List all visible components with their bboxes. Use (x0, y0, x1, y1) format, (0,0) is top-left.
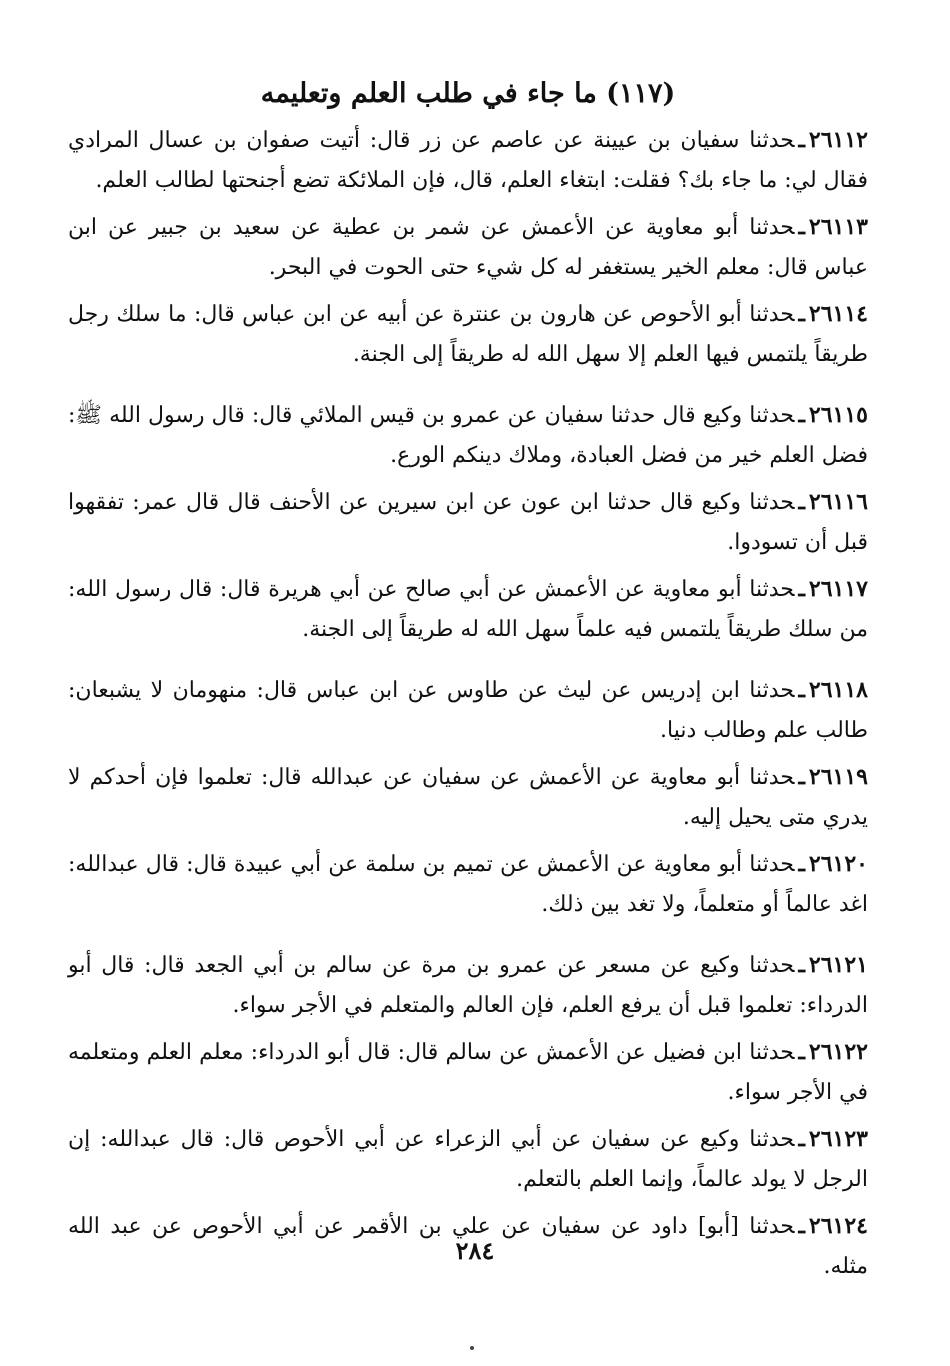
hadith-text: حدثنا وكيع قال حدثنا سفيان عن عمرو بن قيس الملائي قال: قال رسول الله ﷺ: فضل العلم خير من فضل العبادة، وملاك دينكم الورع. (68, 403, 868, 468)
hadith-number: ٢٦١١٤ (808, 301, 868, 327)
hadith-number: ٢٦١١٣ (808, 214, 868, 240)
page-mark (470, 1346, 474, 1350)
hadith-entry: ٢٦١١٨ـحدثنا ابن إدريس عن ليث عن طاوس عن ابن عباس قال: منهومان لا يشبعان: طالب علم وطالب دنيا. (68, 677, 868, 743)
hadith-number: ٢٦١٢٠ (808, 851, 868, 877)
hadith-text: حدثنا سفيان بن عيينة عن عاصم عن زر قال: أتيت صفوان بن عسال المرادي فقال لي: ما جاء بك؟ فقلت: ابتغاء العلم، قال، فإن الملائكة تضع أجنحتها لطالب العلم. (68, 128, 868, 193)
hadith-text: حدثنا ابن إدريس عن ليث عن طاوس عن ابن عباس قال: منهومان لا يشبعان: طالب علم وطالب دنيا. (68, 678, 868, 743)
hadith-number: ٢٦١١٦ (808, 489, 868, 515)
hadith-entry: ٢٦١١٤ـحدثنا أبو الأحوص عن هارون بن عنترة عن أبيه عن ابن عباس قال: ما سلك رجل طريقاً يلتمس فيها العلم إلا سهل الله له طريقاً إلى الجنة. (68, 301, 868, 367)
hadith-text: حدثنا أبو الأحوص عن هارون بن عنترة عن أبيه عن ابن عباس قال: ما سلك رجل طريقاً يلتمس فيها العلم إلا سهل الله له طريقاً إلى الجنة. (68, 302, 868, 367)
hadith-number: ٢٦١٢١ (808, 952, 868, 978)
hadith-text: حدثنا أبو معاوية عن الأعمش عن أبي صالح عن أبي هريرة قال: قال رسول الله: من سلك طريقاً يلتمس فيه علماً سهل الله له طريقاً إلى الجنة. (68, 577, 868, 642)
hadith-number: ٢٦١٢٣ (808, 1126, 868, 1152)
hadith-text: حدثنا أبو معاوية عن الأعمش عن تميم بن سلمة عن أبي عبيدة قال: قال عبدالله: اغد عالماً أو متعلماً، ولا تغد بين ذلك. (68, 852, 868, 917)
hadith-text: حدثنا وكيع عن مسعر عن عمرو بن مرة عن سالم بن أبي الجعد قال: قال أبو الدرداء: تعلموا قبل أن يرفع العلم، فإن العالم والمتعلم في الأجر سواء. (68, 953, 868, 1018)
hadith-text: حدثنا وكيع عن سفيان عن أبي الزعراء عن أبي الأحوص قال: قال عبدالله: إن الرجل لا يولد عالماً، وإنما العلم بالتعلم. (68, 1127, 868, 1192)
hadith-entry: ٢٦١٢١ـحدثنا وكيع عن مسعر عن عمرو بن مرة عن سالم بن أبي الجعد قال: قال أبو الدرداء: تعلموا قبل أن يرفع العلم، فإن العالم والمتعلم في الأجر سواء. (68, 952, 868, 1018)
hadith-number: ٢٦١١٥ (808, 402, 868, 428)
hadith-number: ٢٦١١٧ (808, 576, 868, 602)
hadith-entry: ٢٦١١٧ـحدثنا أبو معاوية عن الأعمش عن أبي صالح عن أبي هريرة قال: قال رسول الله: من سلك طريقاً يلتمس فيه علماً سهل الله له طريقاً إلى الجنة. (68, 576, 868, 642)
hadith-number: ٢٦١١٢ (808, 127, 868, 153)
hadith-text: حدثنا أبو معاوية عن الأعمش عن سفيان عن عبدالله قال: تعلموا فإن أحدكم لا يدري متى يحيل إليه. (68, 765, 868, 830)
hadith-text: حدثنا ابن فضيل عن الأعمش عن سالم قال: قال أبو الدرداء: معلم العلم ومتعلمه في الأجر سواء. (68, 1040, 868, 1105)
hadith-number: ٢٦١٢٤ (808, 1213, 868, 1239)
hadith-entry: ٢٦١١٣ـحدثنا أبو معاوية عن الأعمش عن شمر بن عطية عن سعيد بن جبير عن ابن عباس قال: معلم الخير يستغفر له كل شيء حتى الحوت في البحر. (68, 214, 868, 280)
hadith-entry: ٢٦١١٢ـحدثنا سفيان بن عيينة عن عاصم عن زر قال: أتيت صفوان بن عسال المرادي فقال لي: ما جاء بك؟ فقلت: ابتغاء العلم، قال، فإن الملائكة تضع أجنحتها لطالب العلم. (68, 127, 868, 193)
hadith-entry: ٢٦١١٥ـحدثنا وكيع قال حدثنا سفيان عن عمرو بن قيس الملائي قال: قال رسول الله ﷺ: فضل العلم خير من فضل العبادة، وملاك دينكم الورع. (68, 402, 868, 468)
hadith-entry: ٢٦١٢٢ـحدثنا ابن فضيل عن الأعمش عن سالم قال: قال أبو الدرداء: معلم العلم ومتعلمه في الأجر سواء. (68, 1039, 868, 1105)
chapter-title: (١١٧) ما جاء في طلب العلم وتعليمه (260, 78, 676, 109)
page-number: ٢٨٤ (455, 1236, 495, 1265)
hadith-number: ٢٦١١٨ (808, 677, 868, 703)
hadith-text: حدثنا [أبو] داود عن سفيان عن علي بن الأقمر عن أبي الأحوص عن عبد الله مثله. (68, 1214, 868, 1279)
hadith-number: ٢٦١٢٢ (808, 1039, 868, 1065)
hadith-entry: ٢٦١٢٠ـحدثنا أبو معاوية عن الأعمش عن تميم بن سلمة عن أبي عبيدة قال: قال عبدالله: اغد عالماً أو متعلماً، ولا تغد بين ذلك. (68, 851, 868, 917)
hadith-entry: ٢٦١١٩ـحدثنا أبو معاوية عن الأعمش عن سفيان عن عبدالله قال: تعلموا فإن أحدكم لا يدري متى يحيل إليه. (68, 764, 868, 830)
hadith-text: حدثنا أبو معاوية عن الأعمش عن شمر بن عطية عن سعيد بن جبير عن ابن عباس قال: معلم الخير يستغفر له كل شيء حتى الحوت في البحر. (68, 215, 868, 280)
hadith-entry: ٢٦١٢٤ـحدثنا [أبو] داود عن سفيان عن علي بن الأقمر عن أبي الأحوص عن عبد الله مثله. (68, 1213, 868, 1279)
hadith-entry: ٢٦١١٦ـحدثنا وكيع قال حدثنا ابن عون عن ابن سيرين عن الأحنف قال قال عمر: تفقهوا قبل أن تسودوا. (68, 489, 868, 555)
hadith-number: ٢٦١١٩ (808, 764, 868, 790)
hadith-entry: ٢٦١٢٣ـحدثنا وكيع عن سفيان عن أبي الزعراء عن أبي الأحوص قال: قال عبدالله: إن الرجل لا يولد عالماً، وإنما العلم بالتعلم. (68, 1126, 868, 1192)
hadith-text: حدثنا وكيع قال حدثنا ابن عون عن ابن سيرين عن الأحنف قال قال عمر: تفقهوا قبل أن تسودوا. (68, 490, 868, 555)
